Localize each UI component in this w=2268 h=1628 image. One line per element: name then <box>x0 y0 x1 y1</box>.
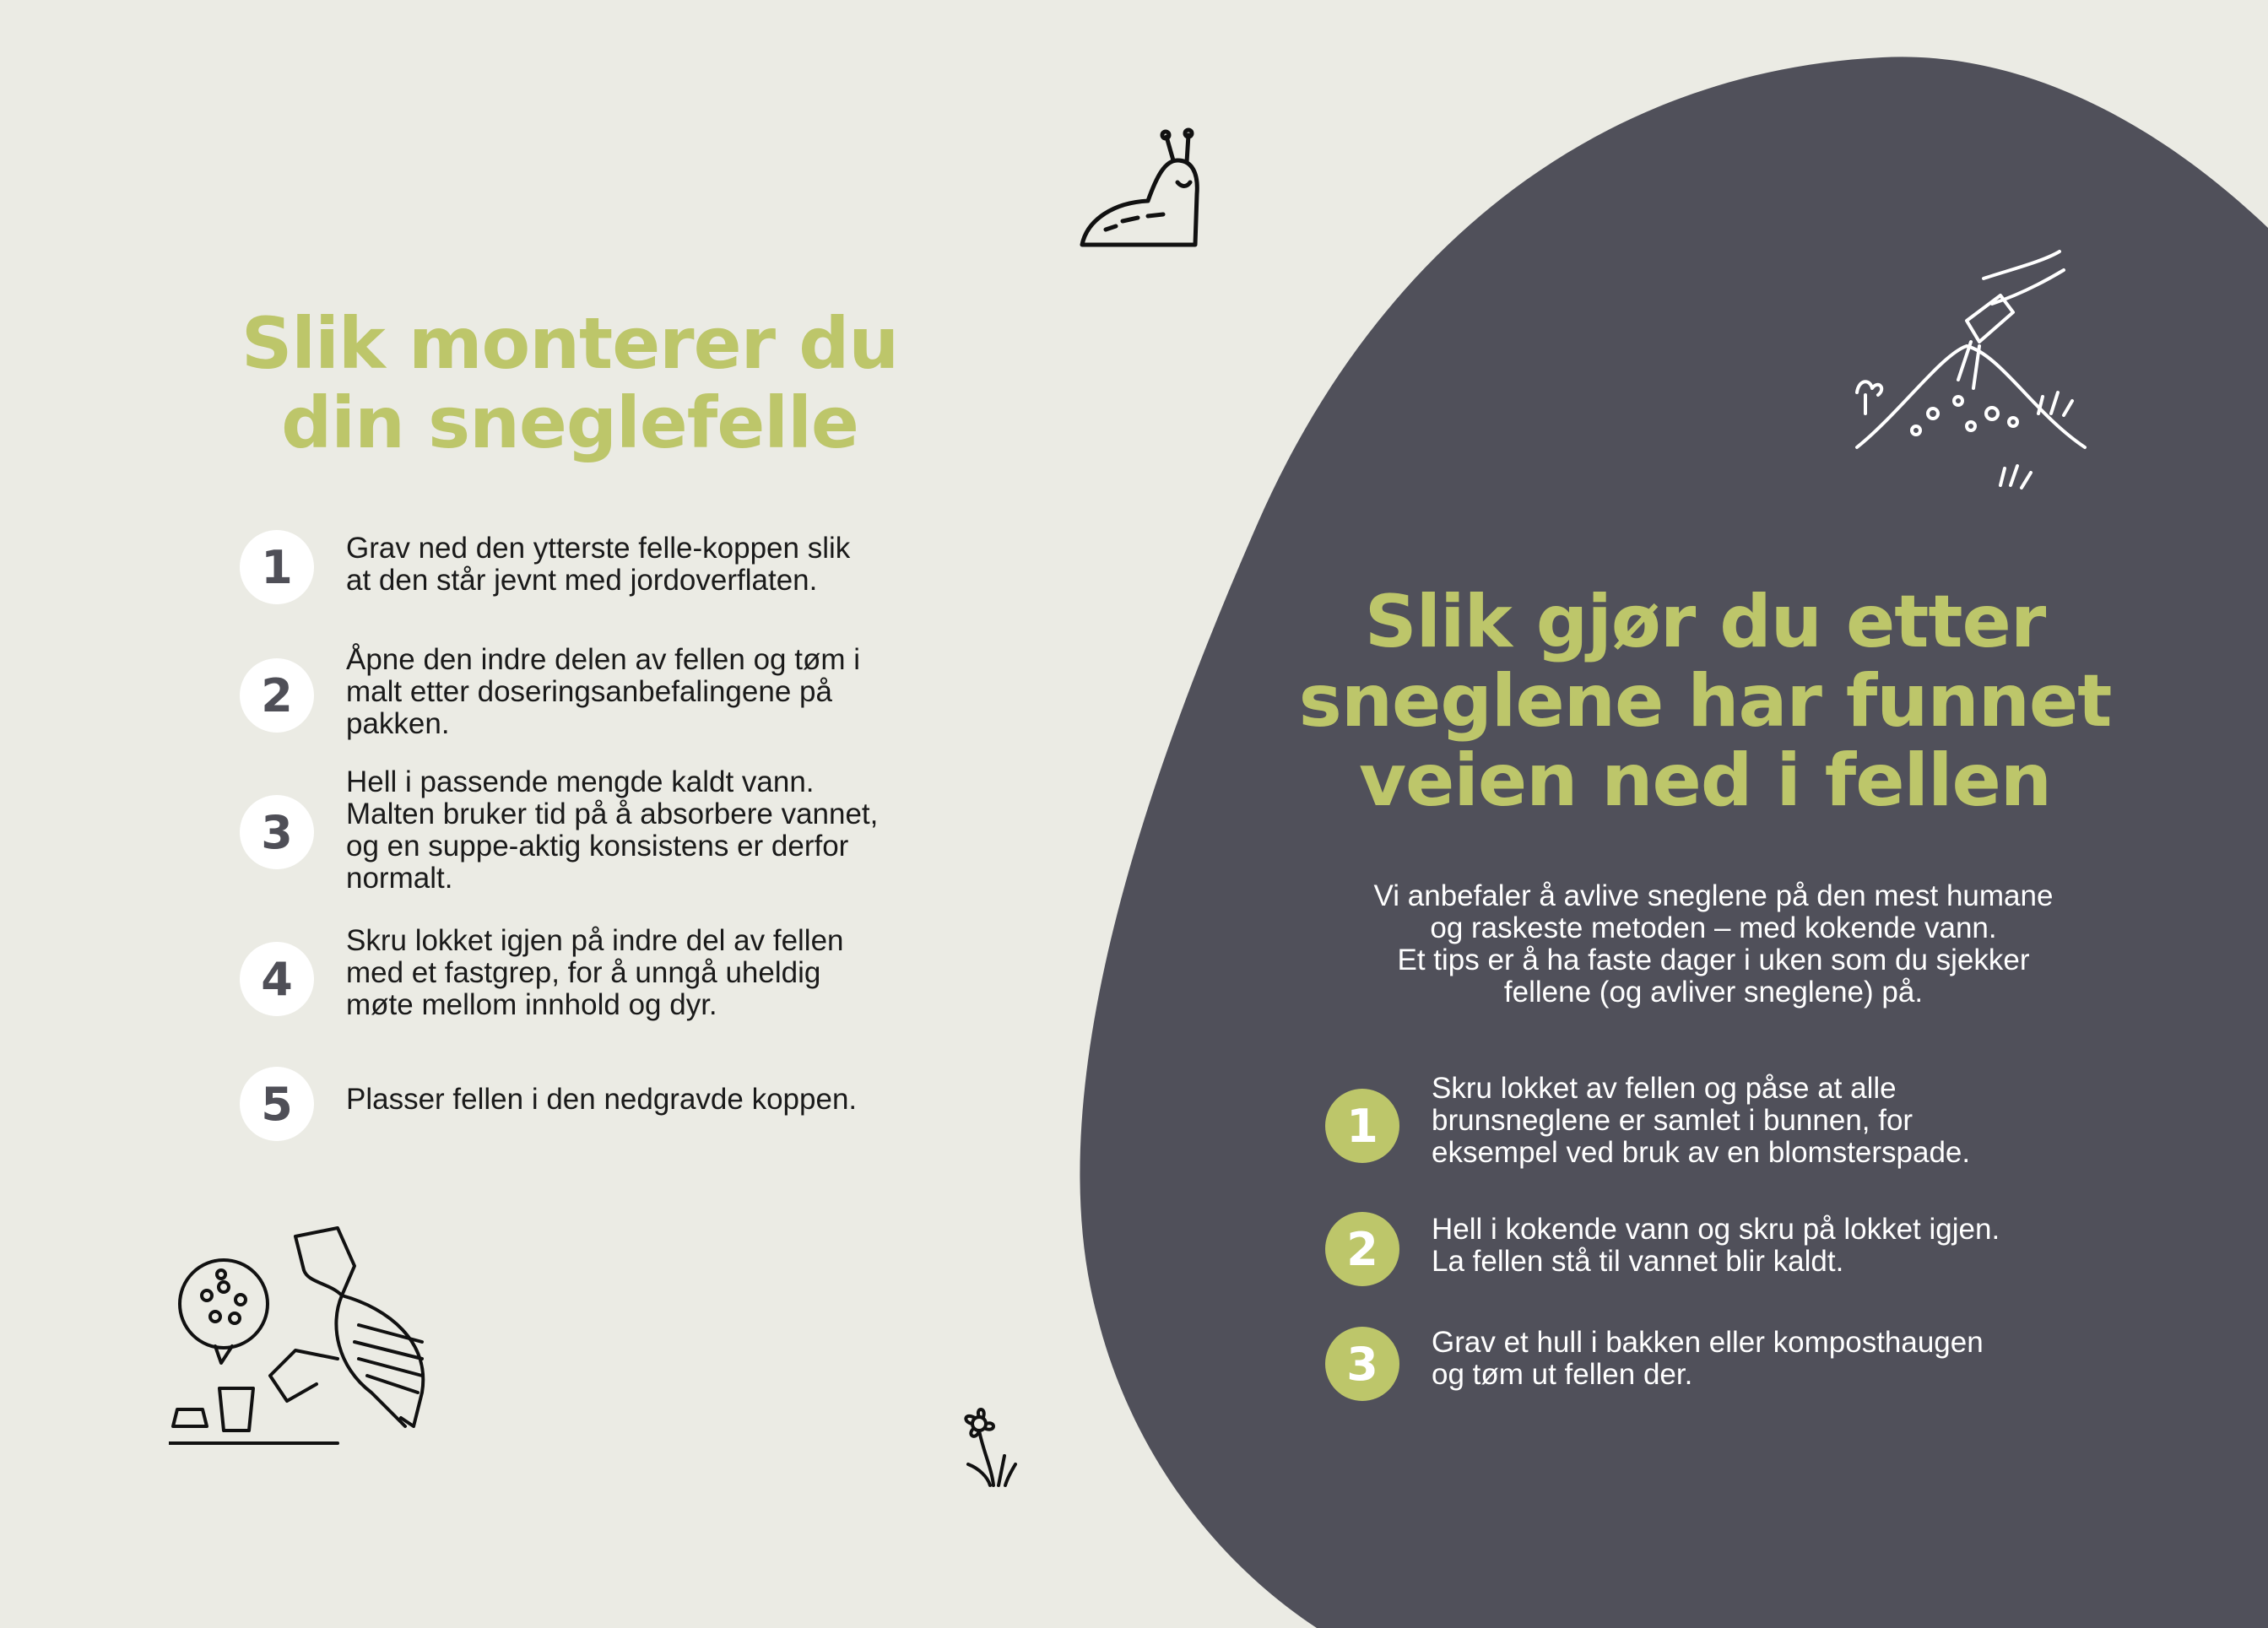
step-number: 2 <box>240 658 314 733</box>
step-number: 1 <box>1325 1089 1399 1163</box>
slug-icon <box>1072 127 1215 253</box>
right-title <box>1258 580 2152 823</box>
list-item <box>240 765 988 895</box>
list-item <box>240 924 988 1021</box>
step-number: 4 <box>240 942 314 1016</box>
list-item <box>1325 1327 2124 1401</box>
flower-icon <box>958 1405 1026 1490</box>
step-number: 5 <box>240 1067 314 1141</box>
left-title-line1: Slik monterer du <box>241 302 899 385</box>
list-item <box>1325 1212 2124 1286</box>
step-text: Hell i passende mengde kaldt vann. Malten bruker tid på å absorbere vannet, og en suppe-aktig konsistens er derfor normalt. <box>346 765 879 895</box>
step-text: Plasser fellen i den nedgravde koppen. <box>346 1083 858 1116</box>
step-text: Hell i kokende vann og skru på lokket igjen. La fellen stå til vannet blir kaldt. <box>1432 1213 2000 1278</box>
right-title-line3: veien ned i fellen <box>1358 738 2052 823</box>
left-title <box>169 304 971 462</box>
compost-heap-icon <box>1832 245 2102 498</box>
step-text: Skru lokket igjen på indre del av fellen med et fastgrep, for å unngå uheldig møte mellom innhold og dyr. <box>346 924 844 1021</box>
step-text: Grav ned den ytterste felle-koppen slik at den står jevnt med jordoverflaten. <box>346 532 851 597</box>
step-number: 2 <box>1325 1212 1399 1286</box>
step-number: 3 <box>1325 1327 1399 1401</box>
right-title-line2: sneglene har funnet <box>1298 659 2112 744</box>
left-title-line2: din sneglefelle <box>281 381 858 464</box>
right-title-line1: Slik gjør du etter <box>1364 580 2046 664</box>
list-item <box>240 530 988 604</box>
intro-line2: og raskeste metoden – med kokende vann. <box>1430 911 1997 944</box>
step-text: Skru lokket av fellen og påse at alle brunsneglene er samlet i bunnen, for eksempel ved bruk av en blomsterspade. <box>1432 1072 1971 1169</box>
step-number: 1 <box>240 530 314 604</box>
step-text: Åpne den indre delen av fellen og tøm i malt etter doseringsanbefalingene på pakken. <box>346 643 860 740</box>
person-pouring-icon <box>169 1215 464 1460</box>
list-item <box>240 1067 988 1141</box>
intro-line4: fellene (og avliver sneglene) på. <box>1503 976 1924 1009</box>
step-text: Grav et hull i bakken eller komposthaugen og tøm ut fellen der. <box>1432 1326 1984 1391</box>
intro-line3: Et tips er å ha faste dager i uken som du sjekker <box>1397 944 2030 976</box>
list-item <box>1325 1072 2124 1169</box>
step-number: 3 <box>240 795 314 869</box>
right-intro <box>1300 880 2127 1009</box>
list-item <box>240 643 988 740</box>
intro-line1: Vi anbefaler å avlive sneglene på den mest humane <box>1373 879 2054 912</box>
